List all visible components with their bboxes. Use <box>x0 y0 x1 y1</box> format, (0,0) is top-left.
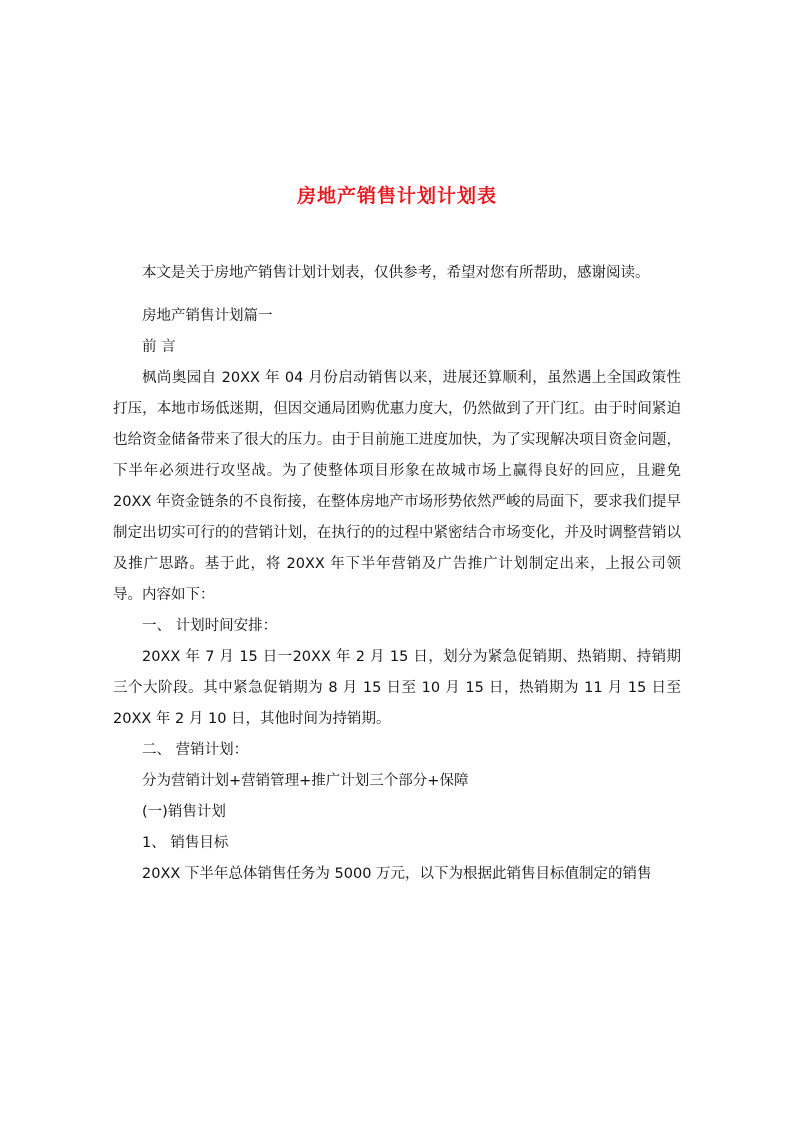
sales-target-heading: 1、 销售目标 <box>142 835 229 851</box>
schedule-paragraph: 20XX 年 7 月 15 日一20XX 年 2 月 15 日，划分为紧急促销期、热销期、持销期三个大阶段。其中紧急促销期为 8 月 15 日至 10 月 15 日，热销期为 11 月 15 日至 20XX 年 2 月 10 日，其他时间为持销期。 <box>113 649 681 727</box>
schedule-heading: 一、 计划时间安排： <box>142 618 278 634</box>
sales-plan-heading: (一)销售计划 <box>142 804 226 820</box>
preface-paragraph: 枫尚奥园自 20XX 年 04 月份启动销售以来，进展还算顺利，虽然遇上全国政策性打压，本地市场低迷期，但因交通局团购优惠力度大，仍然做到了开门红。由于时间紧迫也给资金储备带来了很大的压力。由于目前施工进度加快，为了实现解决项目资金问题，下半年必须进行攻坚战。为了使整体项目形象在故城市场上赢得良好的回应，且避免 20XX 年资金链条的不良衔接，在整体房地产市场形势依然严峻的局面下，要求我们提早制定出切实可行的的营销计划，在执行的的过程中紧密结合市场变化，并及时调整营销以及推广思路。基于此，将 20XX 年下半年营销及广告推广计划制定出来，上报公司领导。内容如下： <box>113 370 681 603</box>
document-body <box>113 258 681 890</box>
marketing-paragraph: 分为营销计划+营销管理+推广计划三个部分+保障 <box>142 773 469 789</box>
preface-heading: 前 言 <box>142 339 176 355</box>
marketing-heading: 二、 营销计划： <box>142 742 249 758</box>
document-title: 房地产销售计划计划表 <box>296 185 497 207</box>
paragraph-gap <box>113 289 681 301</box>
sales-target-paragraph: 20XX 下半年总体销售任务为 5000 万元，以下为根据此销售目标值制定的销售 <box>142 866 652 882</box>
section-heading: 房地产销售计划篇一 <box>142 308 273 324</box>
intro-paragraph: 本文是关于房地产销售计划计划表，仅供参考，希望对您有所帮助，感谢阅读。 <box>142 265 650 281</box>
